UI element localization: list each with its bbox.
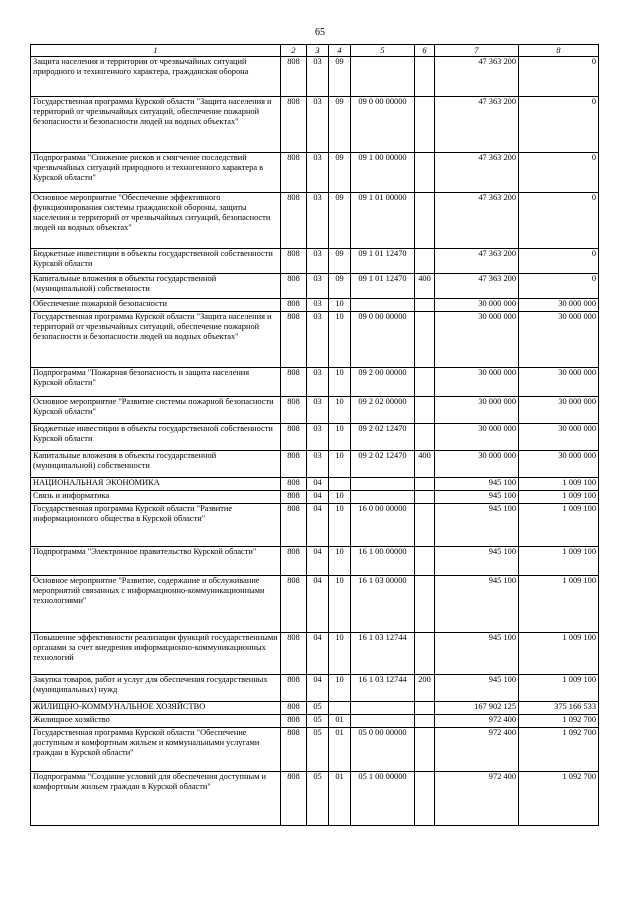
amount-col8-cell: 1 009 100 xyxy=(519,504,599,547)
subsection-code-cell: 10 xyxy=(329,424,351,451)
row-name-cell: Подпрограмма "Снижение рисков и смягчение последствий чрезвычайных ситуаций природного и техногенного характера в Курской области" xyxy=(31,153,281,193)
table-row xyxy=(31,675,599,702)
amount-col8-cell: 1 009 100 xyxy=(519,633,599,675)
subsection-code-cell: 09 xyxy=(329,274,351,299)
expense-type-cell xyxy=(415,702,435,715)
ministry-code-cell: 808 xyxy=(281,193,307,249)
ministry-code-cell: 808 xyxy=(281,633,307,675)
amount-col7-cell: 945 100 xyxy=(435,675,519,702)
amount-col8-cell: 1 009 100 xyxy=(519,576,599,633)
subsection-code-cell: 01 xyxy=(329,772,351,826)
expense-type-cell: 400 xyxy=(415,451,435,478)
amount-col7-cell: 945 100 xyxy=(435,478,519,491)
amount-col7-cell: 30 000 000 xyxy=(435,451,519,478)
expense-type-cell xyxy=(415,715,435,728)
section-code-cell: 04 xyxy=(307,504,329,547)
amount-col8-cell: 375 166 533 xyxy=(519,702,599,715)
subsection-code-cell: 10 xyxy=(329,633,351,675)
section-code-cell: 04 xyxy=(307,576,329,633)
ministry-code-cell: 808 xyxy=(281,576,307,633)
amount-col7-cell: 47 363 200 xyxy=(435,274,519,299)
amount-col7-cell: 945 100 xyxy=(435,547,519,576)
ministry-code-cell: 808 xyxy=(281,424,307,451)
amount-col7-cell: 47 363 200 xyxy=(435,193,519,249)
subsection-code-cell: 01 xyxy=(329,728,351,772)
amount-col8-cell: 0 xyxy=(519,249,599,274)
subsection-code-cell xyxy=(329,702,351,715)
subsection-code-cell: 10 xyxy=(329,368,351,397)
expense-type-cell xyxy=(415,57,435,97)
ministry-code-cell: 808 xyxy=(281,368,307,397)
expense-type-cell xyxy=(415,547,435,576)
budget-table xyxy=(30,44,599,826)
row-name-cell: Государственная программа Курской области "Защита населения и территорий от чрезвычайных ситуаций, обеспечение пожарной безопасности и безопасности людей на водных объектах" xyxy=(31,97,281,153)
target-article-cell: 09 2 02 00000 xyxy=(351,397,415,424)
amount-col7-cell: 167 902 125 xyxy=(435,702,519,715)
amount-col8-cell: 1 092 700 xyxy=(519,715,599,728)
row-name-cell: Основное мероприятие "Обеспечение эффективного функционирования системы гражданской обороны, защиты населения и территорий от чрезвычайных ситуаций, безопасности людей на водных объектах" xyxy=(31,193,281,249)
table-row xyxy=(31,312,599,368)
header-cell: 8 xyxy=(519,45,599,57)
table-row xyxy=(31,702,599,715)
amount-col8-cell: 0 xyxy=(519,153,599,193)
amount-col8-cell: 30 000 000 xyxy=(519,451,599,478)
target-article-cell: 09 2 02 12470 xyxy=(351,451,415,478)
expense-type-cell: 200 xyxy=(415,675,435,702)
amount-col8-cell: 30 000 000 xyxy=(519,299,599,312)
amount-col8-cell: 1 009 100 xyxy=(519,478,599,491)
ministry-code-cell: 808 xyxy=(281,675,307,702)
amount-col8-cell: 0 xyxy=(519,193,599,249)
amount-col7-cell: 972 400 xyxy=(435,772,519,826)
row-name-cell: Повышение эффективности реализации функций государственными органами за счет внедрения информационно-коммуникационных технологий xyxy=(31,633,281,675)
subsection-code-cell: 10 xyxy=(329,451,351,478)
row-name-cell: Государственная программа Курской области "Защита населения и территорий от чрезвычайных ситуаций, обеспечение пожарной безопасности и безопасности людей на водных объектах" xyxy=(31,312,281,368)
subsection-code-cell: 01 xyxy=(329,715,351,728)
ministry-code-cell: 808 xyxy=(281,451,307,478)
expense-type-cell xyxy=(415,299,435,312)
expense-type-cell xyxy=(415,397,435,424)
table-row xyxy=(31,368,599,397)
ministry-code-cell: 808 xyxy=(281,478,307,491)
row-name-cell: НАЦИОНАЛЬНАЯ ЭКОНОМИКА xyxy=(31,478,281,491)
row-name-cell: Жилищное хозяйство xyxy=(31,715,281,728)
amount-col8-cell: 30 000 000 xyxy=(519,368,599,397)
row-name-cell: Бюджетные инвестиции в объекты государственной собственности Курской области xyxy=(31,249,281,274)
amount-col8-cell: 30 000 000 xyxy=(519,312,599,368)
amount-col8-cell: 1 092 700 xyxy=(519,772,599,826)
row-name-cell: Основное мероприятие "Развитие системы пожарной безопасности Курской области" xyxy=(31,397,281,424)
table-row xyxy=(31,633,599,675)
ministry-code-cell: 808 xyxy=(281,249,307,274)
subsection-code-cell: 09 xyxy=(329,153,351,193)
section-code-cell: 04 xyxy=(307,491,329,504)
expense-type-cell xyxy=(415,576,435,633)
table-row xyxy=(31,397,599,424)
row-name-cell: Основное мероприятие "Развитие, содержание и обслуживание мероприятий связанных с информационно-коммуникационными технологиями" xyxy=(31,576,281,633)
subsection-code-cell: 10 xyxy=(329,576,351,633)
amount-col7-cell: 972 400 xyxy=(435,715,519,728)
ministry-code-cell: 808 xyxy=(281,715,307,728)
section-code-cell: 03 xyxy=(307,153,329,193)
table-header-row xyxy=(31,45,599,57)
target-article-cell: 05 0 00 00000 xyxy=(351,728,415,772)
table-row xyxy=(31,97,599,153)
section-code-cell: 03 xyxy=(307,397,329,424)
row-name-cell: Капитальные вложения в объекты государственной (муниципальной) собственности xyxy=(31,451,281,478)
ministry-code-cell: 808 xyxy=(281,491,307,504)
expense-type-cell xyxy=(415,193,435,249)
ministry-code-cell: 808 xyxy=(281,702,307,715)
section-code-cell: 03 xyxy=(307,274,329,299)
amount-col7-cell: 47 363 200 xyxy=(435,57,519,97)
amount-col8-cell: 30 000 000 xyxy=(519,397,599,424)
header-cell: 6 xyxy=(415,45,435,57)
target-article-cell xyxy=(351,478,415,491)
row-name-cell: Государственная программа Курской области "Обеспечение доступным и комфортным жильем и коммунальными услугами граждан в Курской области" xyxy=(31,728,281,772)
row-name-cell: Бюджетные инвестиции в объекты государственной собственности Курской области xyxy=(31,424,281,451)
header-cell: 5 xyxy=(351,45,415,57)
amount-col7-cell: 30 000 000 xyxy=(435,312,519,368)
ministry-code-cell: 808 xyxy=(281,312,307,368)
ministry-code-cell: 808 xyxy=(281,274,307,299)
section-code-cell: 05 xyxy=(307,728,329,772)
expense-type-cell xyxy=(415,424,435,451)
amount-col7-cell: 945 100 xyxy=(435,504,519,547)
amount-col7-cell: 30 000 000 xyxy=(435,368,519,397)
row-name-cell: Подпрограмма "Пожарная безопасность и защита населения Курской области" xyxy=(31,368,281,397)
header-cell: 7 xyxy=(435,45,519,57)
row-name-cell: Защита населения и территории от чрезвычайных ситуаций природного и техногенного характера, гражданская оборона xyxy=(31,57,281,97)
table-row xyxy=(31,715,599,728)
section-code-cell: 04 xyxy=(307,478,329,491)
row-name-cell: Подпрограмма "Электронное правительство Курской области" xyxy=(31,547,281,576)
target-article-cell: 16 0 00 00000 xyxy=(351,504,415,547)
section-code-cell: 04 xyxy=(307,633,329,675)
subsection-code-cell: 10 xyxy=(329,299,351,312)
page-number: 65 xyxy=(315,27,325,38)
ministry-code-cell: 808 xyxy=(281,299,307,312)
table-row xyxy=(31,491,599,504)
table-row xyxy=(31,504,599,547)
row-name-cell: Связь и информатика xyxy=(31,491,281,504)
section-code-cell: 03 xyxy=(307,451,329,478)
row-name-cell: Подпрограмма "Создание условий для обеспечения доступным и комфортным жильем граждан в Курской области" xyxy=(31,772,281,826)
table-row xyxy=(31,451,599,478)
amount-col7-cell: 972 400 xyxy=(435,728,519,772)
header-cell: 2 xyxy=(281,45,307,57)
subsection-code-cell: 10 xyxy=(329,547,351,576)
ministry-code-cell: 808 xyxy=(281,97,307,153)
section-code-cell: 05 xyxy=(307,715,329,728)
target-article-cell: 09 2 00 00000 xyxy=(351,368,415,397)
amount-col8-cell: 1 092 700 xyxy=(519,728,599,772)
amount-col7-cell: 47 363 200 xyxy=(435,153,519,193)
amount-col8-cell: 0 xyxy=(519,97,599,153)
section-code-cell: 03 xyxy=(307,193,329,249)
table-row xyxy=(31,576,599,633)
table-row xyxy=(31,424,599,451)
header-cell: 1 xyxy=(31,45,281,57)
amount-col8-cell: 1 009 100 xyxy=(519,491,599,504)
expense-type-cell xyxy=(415,249,435,274)
row-name-cell: Обеспечение пожарной безопасности xyxy=(31,299,281,312)
header-cell: 3 xyxy=(307,45,329,57)
row-name-cell: Закупка товаров, работ и услуг для обеспечения государственных (муниципальных) нужд xyxy=(31,675,281,702)
section-code-cell: 03 xyxy=(307,57,329,97)
subsection-code-cell: 10 xyxy=(329,312,351,368)
ministry-code-cell: 808 xyxy=(281,504,307,547)
expense-type-cell: 400 xyxy=(415,274,435,299)
expense-type-cell xyxy=(415,504,435,547)
table-row xyxy=(31,153,599,193)
section-code-cell: 03 xyxy=(307,249,329,274)
subsection-code-cell xyxy=(329,478,351,491)
ministry-code-cell: 808 xyxy=(281,153,307,193)
subsection-code-cell: 10 xyxy=(329,504,351,547)
target-article-cell: 16 1 00 00000 xyxy=(351,547,415,576)
subsection-code-cell: 09 xyxy=(329,249,351,274)
section-code-cell: 05 xyxy=(307,702,329,715)
subsection-code-cell: 10 xyxy=(329,397,351,424)
amount-col7-cell: 30 000 000 xyxy=(435,424,519,451)
table-row xyxy=(31,728,599,772)
target-article-cell: 16 1 03 12744 xyxy=(351,675,415,702)
expense-type-cell xyxy=(415,368,435,397)
amount-col7-cell: 945 100 xyxy=(435,491,519,504)
target-article-cell xyxy=(351,491,415,504)
section-code-cell: 03 xyxy=(307,97,329,153)
expense-type-cell xyxy=(415,728,435,772)
ministry-code-cell: 808 xyxy=(281,547,307,576)
table-row xyxy=(31,57,599,97)
target-article-cell xyxy=(351,715,415,728)
target-article-cell: 05 1 00 00000 xyxy=(351,772,415,826)
expense-type-cell xyxy=(415,772,435,826)
amount-col7-cell: 945 100 xyxy=(435,633,519,675)
amount-col7-cell: 30 000 000 xyxy=(435,299,519,312)
section-code-cell: 04 xyxy=(307,675,329,702)
expense-type-cell xyxy=(415,153,435,193)
expense-type-cell xyxy=(415,633,435,675)
target-article-cell: 09 1 00 00000 xyxy=(351,153,415,193)
target-article-cell xyxy=(351,299,415,312)
table-row xyxy=(31,772,599,826)
target-article-cell: 16 1 03 00000 xyxy=(351,576,415,633)
amount-col7-cell: 945 100 xyxy=(435,576,519,633)
row-name-cell: Государственная программа Курской области "Развитие информационного общества в Курской области" xyxy=(31,504,281,547)
target-article-cell: 09 0 00 00000 xyxy=(351,97,415,153)
target-article-cell: 09 0 00 00000 xyxy=(351,312,415,368)
table-row xyxy=(31,299,599,312)
target-article-cell: 16 1 03 12744 xyxy=(351,633,415,675)
subsection-code-cell: 09 xyxy=(329,57,351,97)
amount-col8-cell: 0 xyxy=(519,57,599,97)
target-article-cell: 09 1 01 12470 xyxy=(351,274,415,299)
expense-type-cell xyxy=(415,312,435,368)
amount-col7-cell: 30 000 000 xyxy=(435,397,519,424)
section-code-cell: 04 xyxy=(307,547,329,576)
row-name-cell: ЖИЛИЩНО-КОММУНАЛЬНОЕ ХОЗЯЙСТВО xyxy=(31,702,281,715)
amount-col8-cell: 1 009 100 xyxy=(519,547,599,576)
ministry-code-cell: 808 xyxy=(281,772,307,826)
expense-type-cell xyxy=(415,478,435,491)
ministry-code-cell: 808 xyxy=(281,728,307,772)
expense-type-cell xyxy=(415,491,435,504)
target-article-cell xyxy=(351,702,415,715)
target-article-cell: 09 2 02 12470 xyxy=(351,424,415,451)
section-code-cell: 03 xyxy=(307,368,329,397)
table-row xyxy=(31,274,599,299)
subsection-code-cell: 10 xyxy=(329,491,351,504)
subsection-code-cell: 10 xyxy=(329,675,351,702)
table-row xyxy=(31,478,599,491)
table-row xyxy=(31,547,599,576)
target-article-cell xyxy=(351,57,415,97)
header-cell: 4 xyxy=(329,45,351,57)
amount-col8-cell: 1 009 100 xyxy=(519,675,599,702)
ministry-code-cell: 808 xyxy=(281,57,307,97)
ministry-code-cell: 808 xyxy=(281,397,307,424)
expense-type-cell xyxy=(415,97,435,153)
section-code-cell: 03 xyxy=(307,299,329,312)
section-code-cell: 05 xyxy=(307,772,329,826)
amount-col7-cell: 47 363 200 xyxy=(435,249,519,274)
amount-col8-cell: 0 xyxy=(519,274,599,299)
section-code-cell: 03 xyxy=(307,424,329,451)
table-row xyxy=(31,193,599,249)
amount-col7-cell: 47 363 200 xyxy=(435,97,519,153)
table-row xyxy=(31,249,599,274)
row-name-cell: Капитальные вложения в объекты государственной (муниципальной) собственности xyxy=(31,274,281,299)
subsection-code-cell: 09 xyxy=(329,193,351,249)
section-code-cell: 03 xyxy=(307,312,329,368)
target-article-cell: 09 1 01 00000 xyxy=(351,193,415,249)
subsection-code-cell: 09 xyxy=(329,97,351,153)
amount-col8-cell: 30 000 000 xyxy=(519,424,599,451)
target-article-cell: 09 1 01 12470 xyxy=(351,249,415,274)
